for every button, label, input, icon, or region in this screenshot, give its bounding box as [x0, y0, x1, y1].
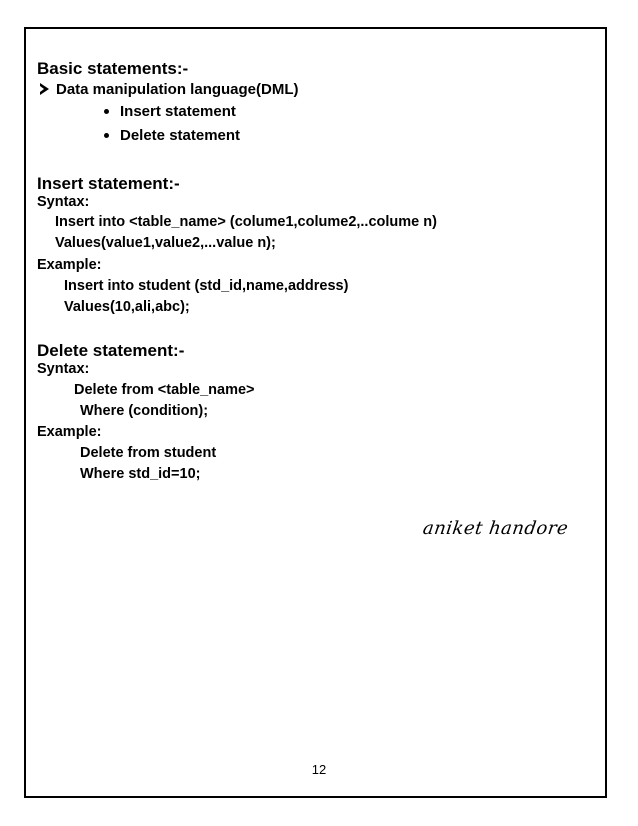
delete-example-line: Where std_id=10; — [80, 466, 201, 482]
insert-syntax-line: Values(value1,value2,...value n); — [55, 235, 276, 251]
insert-syntax-line: Insert into <table_name> (colume1,colume2,..colume n) — [55, 214, 437, 230]
delete-syntax-line: Where (condition); — [80, 403, 209, 419]
insert-example-line: Values(10,ali,abc); — [64, 299, 190, 315]
basic-statements-heading: Basic statements:- — [37, 59, 189, 78]
insert-syntax-label: Syntax: — [37, 194, 90, 210]
insert-statement-heading: Insert statement:- — [37, 174, 180, 193]
delete-example-label: Example: — [37, 424, 102, 440]
insert-example-label: Example: — [37, 257, 102, 273]
delete-syntax-line: Delete from <table_name> — [74, 382, 255, 398]
sub-item-insert: Insert statement — [120, 103, 236, 120]
bullet-dot-icon — [104, 109, 109, 114]
page-number: 12 — [311, 762, 327, 777]
delete-example-line: Delete from student — [80, 445, 217, 461]
delete-syntax-label: Syntax: — [37, 361, 90, 377]
delete-statement-heading: Delete statement:- — [37, 341, 185, 360]
dml-list-item: Data manipulation language(DML) — [56, 81, 299, 98]
author-signature: aniket handore — [421, 518, 570, 539]
sub-item-delete: Delete statement — [120, 127, 241, 144]
bullet-dot-icon — [104, 133, 109, 138]
insert-example-line: Insert into student (std_id,name,address) — [64, 278, 349, 294]
arrow-bullet-icon — [40, 83, 49, 95]
